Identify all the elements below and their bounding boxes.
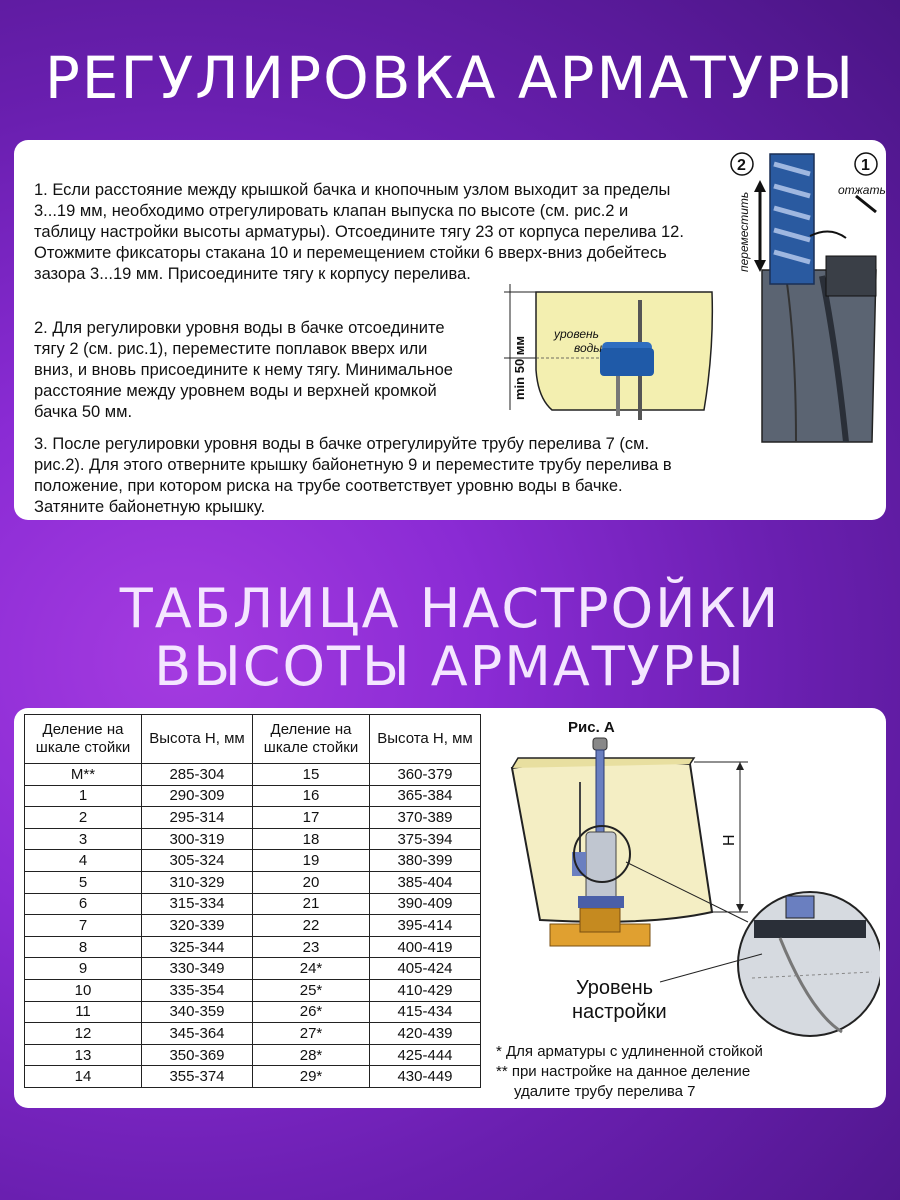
header-division-1: Деление на шкале стойки xyxy=(25,715,142,764)
table-cell: 14 xyxy=(25,1066,142,1088)
table-cell: 375-394 xyxy=(370,828,481,850)
table-title-line-1: ТАБЛИЦА НАСТРОЙКИ xyxy=(119,577,781,640)
footnote-2: ** при настройке на данное деление xyxy=(496,1063,751,1080)
level-label-line-1: Уровень xyxy=(576,977,654,999)
table-cell: 18 xyxy=(253,828,370,850)
table-row xyxy=(25,979,481,1001)
figure-number-1: 1 xyxy=(861,157,870,174)
level-label-line-2: настройки xyxy=(572,1001,667,1023)
table-cell: 9 xyxy=(25,958,142,980)
figure-a-caption: Рис. А xyxy=(568,719,615,736)
table-row xyxy=(25,764,481,786)
water-level-label-2: воды xyxy=(574,341,603,355)
table-cell: 330-349 xyxy=(142,958,253,980)
instruction-step-2: 2. Для регулировки уровня воды в бачке отсоедините тягу 2 (см. рис.1), переместите поплавок вверх или вниз, и вновь присоедините к нему тягу. Минимальное расстояние между уровнем воды и верхней кромкой бачка 50 мм. xyxy=(34,319,453,421)
table-cell: 12 xyxy=(25,1023,142,1045)
table-cell: 23 xyxy=(253,936,370,958)
figure-a xyxy=(490,712,880,1042)
table-cell: 17 xyxy=(253,807,370,829)
instructions-panel xyxy=(14,140,886,520)
table-cell: 29* xyxy=(253,1066,370,1088)
table-cell: 20 xyxy=(253,871,370,893)
table-cell: 25* xyxy=(253,979,370,1001)
height-dimension-label: H xyxy=(721,834,738,846)
table-cell: 425-444 xyxy=(370,1044,481,1066)
table-cell: M** xyxy=(25,764,142,786)
table-cell: 24* xyxy=(253,958,370,980)
table-row xyxy=(25,915,481,937)
table-cell: 11 xyxy=(25,1001,142,1023)
table-cell: 2 xyxy=(25,807,142,829)
page-title: РЕГУЛИРОВКА АРМАТУРЫ xyxy=(44,44,856,112)
table-cell: 345-364 xyxy=(142,1023,253,1045)
table-cell: 15 xyxy=(253,764,370,786)
table-cell: 385-404 xyxy=(370,871,481,893)
table-cell: 21 xyxy=(253,893,370,915)
table-cell: 315-334 xyxy=(142,893,253,915)
table-row xyxy=(25,893,481,915)
table-cell: 22 xyxy=(253,915,370,937)
table-cell: 325-344 xyxy=(142,936,253,958)
table-cell: 310-329 xyxy=(142,871,253,893)
instruction-step-1: 1. Если расстояние между крышкой бачка и кнопочным узлом выходит за пределы 3...19 мм, необходимо отрегулировать клапан выпуска по высоте (см. рис.2 и таблицу настройки высоты арматуры). Отсоедините тягу 23 от корпуса перелива 12. Отожмите фиксаторы стакана 10 и перемещением стойки 6 вверх-вниз добейтесь зазора 3...19 мм. Присоедините тягу к корпусу перелива. xyxy=(34,181,684,283)
table-cell: 13 xyxy=(25,1044,142,1066)
header-division-2: Деление на шкале стойки xyxy=(253,715,370,764)
footnote-1: * Для арматуры с удлиненной стойкой xyxy=(496,1043,763,1060)
water-level-figure xyxy=(490,270,730,430)
instruction-step-3: 3. После регулировки уровня воды в бачке отрегулируйте трубу перелива 7 (см. рис.2). Для этого отверните крышку байонетную 9 и переместите трубу перелива в положение, при котором риска на трубе соответствует уровню воды в бачке. Затяните байонетную крышку. xyxy=(34,435,672,516)
table-cell: 3 xyxy=(25,828,142,850)
table-cell: 415-434 xyxy=(370,1001,481,1023)
table-cell: 26* xyxy=(253,1001,370,1023)
table-cell: 16 xyxy=(253,785,370,807)
table-cell: 10 xyxy=(25,979,142,1001)
table-row xyxy=(25,1001,481,1023)
table-cell: 19 xyxy=(253,850,370,872)
figure-number-2: 2 xyxy=(737,157,746,174)
table-row xyxy=(25,1044,481,1066)
table-cell: 350-369 xyxy=(142,1044,253,1066)
adjustment-figure xyxy=(726,146,886,446)
table-row xyxy=(25,936,481,958)
table-cell: 8 xyxy=(25,936,142,958)
table-section-title xyxy=(0,577,900,698)
table-row xyxy=(25,850,481,872)
table-cell: 6 xyxy=(25,893,142,915)
move-label: переместить xyxy=(737,191,751,272)
table-cell: 295-314 xyxy=(142,807,253,829)
table-cell: 335-354 xyxy=(142,979,253,1001)
table-row xyxy=(25,871,481,893)
header-height-2: Высота Н, мм xyxy=(370,715,481,764)
table-cell: 380-399 xyxy=(370,850,481,872)
press-label: отжать xyxy=(838,183,886,197)
table-cell: 390-409 xyxy=(370,893,481,915)
min-distance-label: min 50 мм xyxy=(512,335,527,400)
table-row xyxy=(25,785,481,807)
table-cell: 28* xyxy=(253,1044,370,1066)
table-title-line-2: ВЫСОТЫ АРМАТУРЫ xyxy=(154,635,746,698)
table-row xyxy=(25,958,481,980)
table-cell: 365-384 xyxy=(370,785,481,807)
height-settings-table xyxy=(24,714,481,1088)
table-cell: 285-304 xyxy=(142,764,253,786)
table-cell: 290-309 xyxy=(142,785,253,807)
table-cell: 355-374 xyxy=(142,1066,253,1088)
table-cell: 405-424 xyxy=(370,958,481,980)
settings-table-panel xyxy=(14,708,886,1108)
table-cell: 430-449 xyxy=(370,1066,481,1088)
table-cell: 300-319 xyxy=(142,828,253,850)
table-cell: 370-389 xyxy=(370,807,481,829)
table-cell: 4 xyxy=(25,850,142,872)
table-cell: 340-359 xyxy=(142,1001,253,1023)
table-cell: 27* xyxy=(253,1023,370,1045)
table-cell: 410-429 xyxy=(370,979,481,1001)
water-level-label: уровень xyxy=(554,327,599,341)
footnote-3: удалите трубу перелива 7 xyxy=(514,1083,696,1100)
table-cell: 305-324 xyxy=(142,850,253,872)
header-height-1: Высота Н, мм xyxy=(142,715,253,764)
table-cell: 395-414 xyxy=(370,915,481,937)
table-row xyxy=(25,807,481,829)
table-row xyxy=(25,1023,481,1045)
table-cell: 420-439 xyxy=(370,1023,481,1045)
table-cell: 5 xyxy=(25,871,142,893)
table-cell: 400-419 xyxy=(370,936,481,958)
table-header-row xyxy=(25,715,481,764)
table-row xyxy=(25,828,481,850)
table-cell: 320-339 xyxy=(142,915,253,937)
table-cell: 360-379 xyxy=(370,764,481,786)
table-cell: 7 xyxy=(25,915,142,937)
table-cell: 1 xyxy=(25,785,142,807)
table-row xyxy=(25,1066,481,1088)
